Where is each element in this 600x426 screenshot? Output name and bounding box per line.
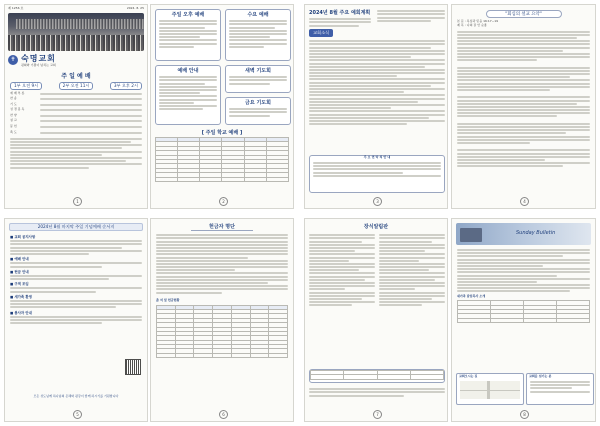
church-news-badge: 교회소식 <box>309 29 333 37</box>
bulletin-page-7 <box>304 218 448 422</box>
bulletin-page-3 <box>304 4 448 209</box>
bulletin-page-4 <box>451 4 596 209</box>
service-1: 1부 오전 9시 <box>10 82 42 90</box>
map-icon <box>460 381 520 399</box>
staff-title[interactable]: 교회를 섬기는 분 <box>529 374 552 378</box>
bulletin-page-8 <box>451 218 596 422</box>
issue-number: 제 1256 호 <box>8 6 24 10</box>
wednesday-worship-box: 수요 예배 <box>225 9 291 61</box>
monthly-plan-title: 2024년 8월 주요 예회계획 <box>309 10 371 16</box>
order-item: 설 교 <box>10 118 17 123</box>
church-slogan: 평화와 기쁨이 넘치는 교회 <box>21 62 56 67</box>
sunday-school-title: [ 주일 학교 예배 ] <box>201 130 243 136</box>
order-item: 봉 헌 <box>10 124 17 129</box>
notice-board-title: 장식알림판 <box>363 224 389 230</box>
order-item: 성 경 봉 독 <box>10 107 25 112</box>
page-number: 5 <box>73 410 82 419</box>
worship-title: 주 일 예 배 <box>61 72 91 80</box>
page-number: 6 <box>219 410 228 419</box>
order-item: 예 배 부 름 <box>10 90 25 95</box>
attendance-title: 출 석 및 헌금현황 <box>156 297 180 302</box>
staff-table <box>457 300 590 323</box>
sermon-scripture: 본 문 : 욕심과 믿음 16:17~19 <box>457 19 499 23</box>
bulletin-page-5: 2024년 8월 마지막 주일 기념예배 순서지 ■ 교회 공지사항 ■ 예배 안내 ■ 헌금 안내 ■ 구역 모임 ■ 새가족 환영 ■ 봉사자 안내 모든 성도님께 하나님의 은혜와 평강이 함께 하시기를 기원합니다 5 <box>4 218 148 422</box>
qr-code-icon[interactable] <box>125 359 141 375</box>
notice-banner: 2024년 8월 마지막 주일 기념예배 순서지 <box>9 223 143 231</box>
service-2: 2부 오전 11시 <box>59 82 94 90</box>
page-number: 3 <box>373 197 382 206</box>
info-table-box <box>309 369 445 383</box>
worship-info-box: 예배 안내 <box>155 65 221 125</box>
sermon-title: "회심의 설교 요약" <box>486 10 562 18</box>
bulletin-page-6 <box>150 218 294 422</box>
dawn-prayer-box: 새벽 기도회 <box>225 65 291 93</box>
closing-note: 모든 성도님께 하나님의 은혜와 평강이 함께 하시기를 기원합니다 <box>33 394 119 398</box>
sunday-school-table <box>155 137 289 182</box>
page-number: 4 <box>520 197 529 206</box>
offering-title: 헌금자 명단 <box>191 223 253 231</box>
directions-title[interactable]: 교회오시는 길 <box>459 374 478 378</box>
choir-photo <box>8 13 144 51</box>
staff-list-title: 새가족 담임목사 소개 <box>457 294 486 299</box>
order-item: 기 도 <box>10 101 17 106</box>
service-3: 3부 오후 2시 <box>110 82 142 90</box>
order-item: 찬 양 <box>10 112 17 117</box>
page-number: 8 <box>520 410 529 419</box>
bulletin-page-2 <box>150 4 294 209</box>
page-number: 7 <box>373 410 382 419</box>
afternoon-worship-box: 주일 오후 예배 <box>155 9 221 61</box>
church-name: 숙명교회 <box>21 53 56 63</box>
bulletin-page-1 <box>4 4 148 209</box>
page-number: 1 <box>73 197 82 206</box>
issue-date: 2024. 8. 25 <box>126 6 144 10</box>
banner-photo: Sunday Bulletin <box>456 223 591 245</box>
order-item: 찬 송 <box>10 96 17 101</box>
friday-prayer-box: 금요 기도회 <box>225 97 291 125</box>
order-item: 축 도 <box>10 129 17 134</box>
page-number: 2 <box>219 197 228 206</box>
contacts-box: 주 요 연 락 처 안 내 <box>309 155 445 193</box>
attendance-table <box>156 305 288 359</box>
sermon-topic: 제 목 : 나의 잘 안 순종 <box>457 22 487 27</box>
church-logo-icon: ✝ <box>8 55 18 65</box>
